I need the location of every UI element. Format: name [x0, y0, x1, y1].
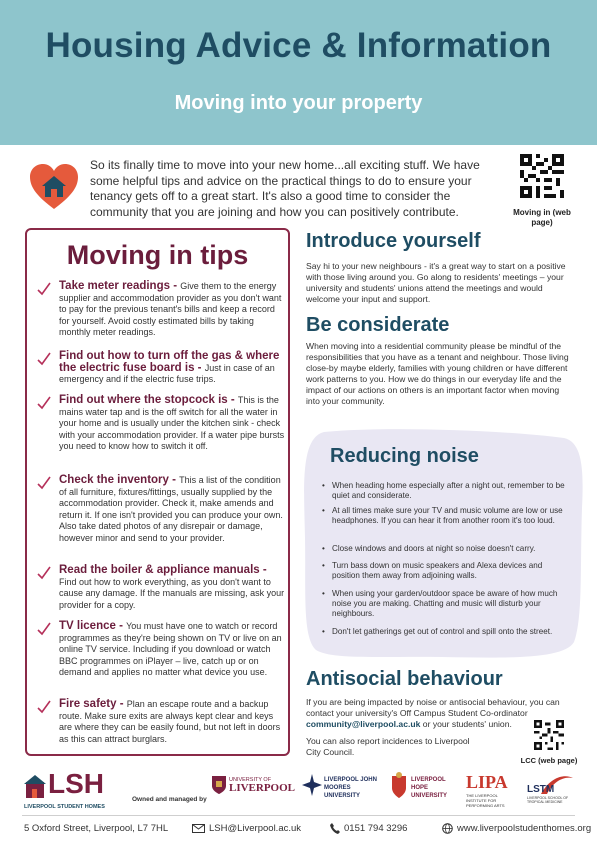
check-icon — [37, 622, 51, 636]
tip-text: You must have one to watch or record programmes as they're being shown on TV or live on an online TV service. Including if you download or watch BBC programmes on iPlayer – live, catch up or on demand and applies no matter what device you use. — [59, 621, 282, 677]
tip-heading: Fire safety - — [59, 698, 127, 710]
hope-text: LIVERPOOL HOPE UNIVERSITY — [411, 777, 448, 799]
check-icon — [37, 476, 51, 490]
lsh-house-icon — [24, 774, 46, 800]
bullet-icon: • — [322, 589, 325, 598]
tips-title: Moving in tips — [66, 240, 249, 270]
intro-paragraph: So its finally time to move into your new home...all exciting stuff. We have some helpful tips and advice on the practical things to do to ensure your tenancy gets off to a great start. It's also a good time to consider the community that you are joining and how you can positively contribute. — [90, 158, 480, 219]
list-item-text: Close windows and doors at night so noise doesn't carry. — [332, 544, 536, 553]
tip-text: Give them to the energy supplier and accommodation provider as you don't want to pay for the previous tenant's bills and keep a record for yourself. Avoid costly estimated bills by taking monthly meter readings. — [59, 281, 282, 337]
bullet-icon: • — [322, 561, 325, 570]
antisocial-text-start: If you are being impacted by noise or antisocial behaviour, you can contact your university's Off Campus Student Co-ordinator — [306, 697, 560, 718]
antisocial-behaviour-title: Antisocial behaviour — [306, 668, 503, 690]
footer-website[interactable] — [442, 823, 591, 834]
globe-icon — [442, 823, 453, 834]
list-item — [320, 561, 566, 581]
check-icon — [37, 566, 51, 580]
tip-heading: Take meter readings - — [59, 280, 181, 292]
hope-crest-icon — [390, 772, 408, 798]
check-icon — [37, 282, 51, 296]
email-icon — [192, 824, 205, 833]
introduce-yourself-title: Introduce yourself — [306, 230, 481, 252]
lsh-logo-text: LSH — [48, 768, 104, 799]
owned-by-label: Owned and managed by — [132, 796, 207, 803]
list-item — [320, 506, 566, 526]
lipa-logo — [466, 772, 516, 808]
tip-heading: TV licence - — [59, 620, 127, 632]
lstm-subtext: LIVERPOOL SCHOOL OF TROPICAL MEDICINE — [527, 796, 569, 804]
list-item-text: At all times make sure your TV and music volume are low or use headphones. If you can hear it from another room it's too loud. — [332, 506, 563, 526]
lcc-qr-code[interactable] — [534, 720, 564, 750]
page-title: Housing Advice & Information — [45, 26, 552, 65]
lipa-subtext: THE LIVERPOOL INSTITUTE FOR PERFORMING ARTS — [466, 793, 505, 808]
uol-text: LIVERPOOL — [229, 782, 296, 794]
crest-icon — [212, 776, 226, 794]
uol-top-text: UNIVERSITY OF — [229, 777, 272, 783]
footer-address: 5 Oxford Street, Liverpool, L7 7HL — [24, 823, 169, 834]
list-item — [320, 481, 566, 501]
introduce-yourself-text: Say hi to your new neighbours - it's a great way to start on a positive with those living around you. Go along to residents' meetings – your university and students' unions attend the meetings and would welcome your input and support. — [306, 261, 566, 304]
list-item — [320, 627, 566, 637]
check-icon — [37, 700, 51, 714]
footer-phone-text[interactable]: 0151 794 3296 — [344, 823, 408, 835]
check-icon — [37, 396, 51, 410]
moving-in-tips-box — [25, 228, 290, 756]
ljmu-text: LIVERPOOL JOHN MOORES UNIVERSITY — [324, 777, 377, 799]
list-item-text: Don't let gatherings get out of control and spill onto the street. — [332, 627, 553, 636]
list-item-text: When heading home especially after a night out, remember to be quiet and considerate. — [332, 481, 565, 501]
lcc-qr-caption: LCC (web page) — [520, 756, 578, 765]
bullet-icon: • — [322, 506, 325, 515]
bullet-icon: • — [322, 481, 325, 490]
reducing-noise-title: Reducing noise — [330, 445, 479, 467]
tip-heading: Find out where the stopcock is - — [59, 394, 238, 406]
partner-logos — [0, 768, 597, 816]
footer-divider — [22, 815, 575, 816]
phone-icon — [330, 823, 340, 834]
tip-heading: Check the inventory - — [59, 474, 180, 486]
moving-in-qr-caption: Moving in (web page) — [513, 208, 571, 227]
list-item-text: Turn bass down on music speakers and Alexa devices and position them away from adjoining walls. — [332, 561, 543, 581]
be-considerate-text: When moving into a residential community please be mindful of the responsibilities that you have as a tenant and neighbour. Those living close-by maybe elderly, families with young children or have different work patterns to you. How we do things in our everyday life and the impact of our actions on others is an important factor when moving into your community. — [306, 341, 569, 406]
bullet-icon: • — [322, 544, 325, 553]
footer-website-text[interactable]: www.liverpoolstudenthomes.org — [457, 823, 592, 835]
list-item — [320, 544, 566, 554]
tip-text: This is the mains water tap and is the off switch for all the water in your home and is usually under the kitchen sink - check with your accommodation provider. If a water pipe bursts you need to know how to switch it off. — [59, 395, 285, 451]
antisocial-text-end: or your students' union. — [420, 719, 512, 729]
page-subtitle: Moving into your property — [174, 92, 423, 114]
footer-email[interactable] — [192, 823, 301, 834]
community-email-link[interactable]: community@liverpool.ac.uk — [306, 719, 421, 729]
tip-text: Find out how to work everything, as you don't want to cause any damage. If the manuals are missing, ask your provider for a copy. — [59, 576, 285, 610]
check-icon — [37, 352, 51, 366]
list-item-text: When using your garden/outdoor space be aware of how much noise you are making. Chatting and music will disturb your neighbours. — [332, 589, 558, 619]
ljmu-star-icon — [302, 774, 322, 796]
be-considerate-title: Be considerate — [306, 314, 450, 336]
footer-phone[interactable] — [330, 823, 407, 834]
tip-text: This a list of the condition of all furniture, fixtures/fittings, usually supplied by the accommodation provider. Check it, make amends and return it. If one isn't provided you can produce your own. Also take dated photos of any disrepair or damage, however minor and send to your provider. — [59, 475, 283, 543]
tip-heading: Read the boiler & appliance manuals - — [59, 564, 267, 576]
lipa-text: LIPA — [466, 772, 508, 792]
antisocial-behaviour-text-2: You can also report incidences to Liverpool City Council. — [306, 736, 470, 757]
footer-email-text[interactable]: LSH@Liverpool.ac.uk — [209, 823, 302, 834]
tip-heading: Find out how to turn off the gas & where the electric fuse board is - — [59, 350, 280, 374]
bullet-icon: • — [322, 627, 325, 636]
heart-house-icon — [28, 162, 80, 212]
lstm-text: LSTM — [527, 784, 555, 795]
lsh-logo-subtext: LIVERPOOL STUDENT HOMES — [24, 804, 105, 810]
tip-text: Just in case of an emergency and if the electric fuse trips. — [59, 362, 275, 384]
moving-in-qr-code[interactable] — [520, 154, 564, 198]
list-item — [320, 589, 566, 620]
tip-text: Plan an escape route and a backup route. Make sure exits are always kept clear and keys are where they can be easily found, but not left in doors as this can attract burglars. — [59, 699, 281, 744]
footer — [0, 818, 597, 842]
header-banner — [0, 0, 597, 145]
